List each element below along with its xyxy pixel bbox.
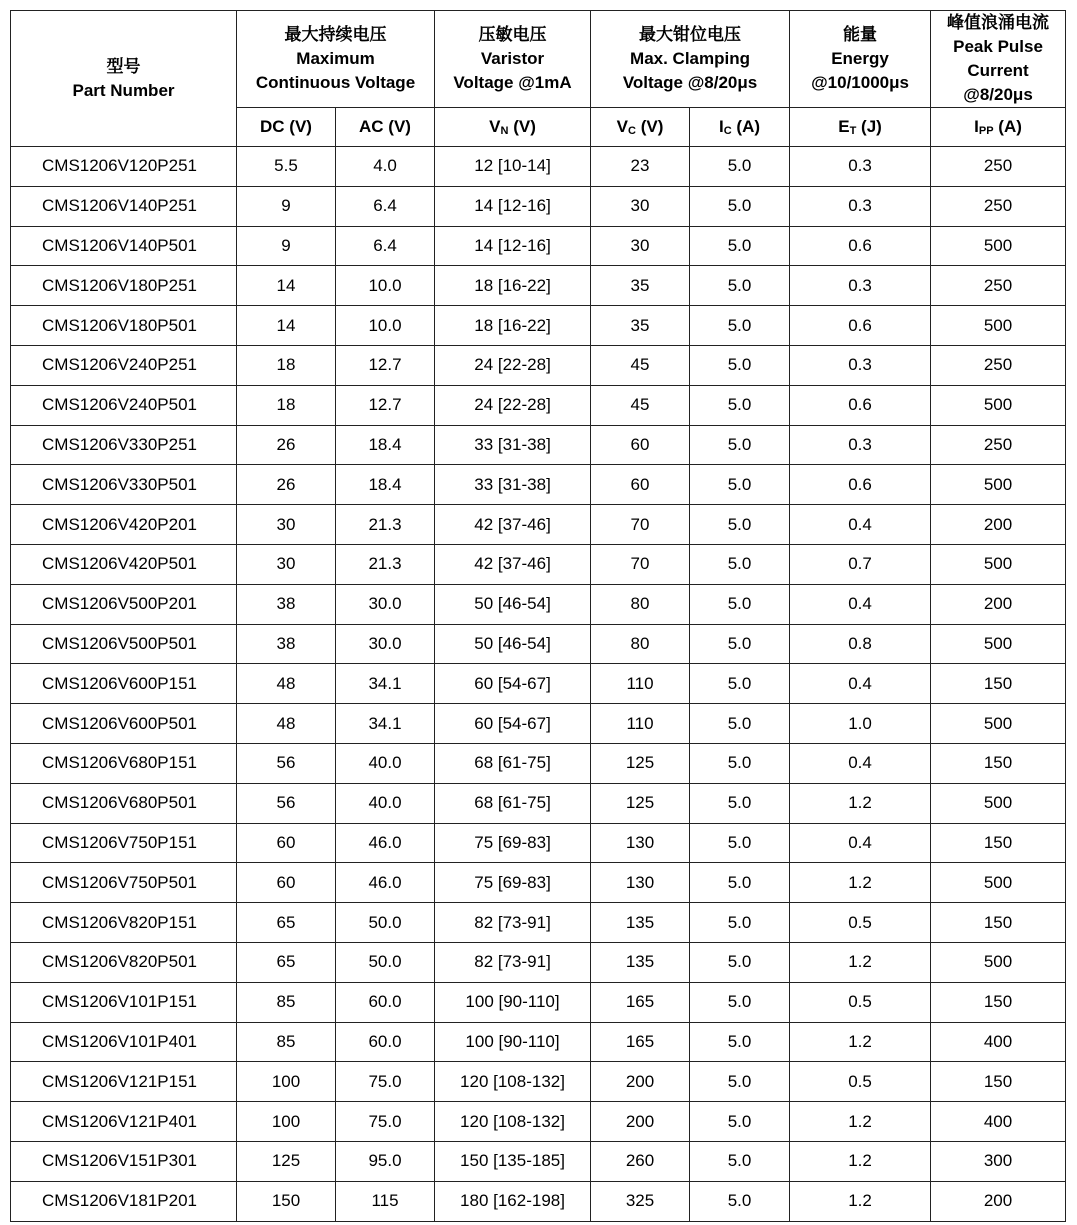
cell-dc-voltage: 26 [237, 425, 336, 465]
cell-energy: 0.4 [790, 584, 931, 624]
cell-part-number: CMS1206V820P151 [11, 903, 237, 943]
cell-clamping-current: 5.0 [690, 624, 790, 664]
cell-clamping-current: 5.0 [690, 465, 790, 505]
cell-energy: 0.6 [790, 306, 931, 346]
cell-clamping-voltage: 80 [591, 624, 690, 664]
cell-ac-voltage: 6.4 [336, 186, 435, 226]
cell-varistor-voltage: 60 [54-67] [435, 664, 591, 704]
cell-part-number: CMS1206V330P251 [11, 425, 237, 465]
cell-clamping-current: 5.0 [690, 544, 790, 584]
cell-clamping-voltage: 200 [591, 1062, 690, 1102]
cell-part-number: CMS1206V820P501 [11, 942, 237, 982]
cell-ac-voltage: 46.0 [336, 823, 435, 863]
table-row [11, 624, 1066, 664]
cell-dc-voltage: 30 [237, 505, 336, 545]
table-row [11, 425, 1066, 465]
cell-energy: 1.2 [790, 1181, 931, 1221]
cell-dc-voltage: 26 [237, 465, 336, 505]
cell-clamping-current: 5.0 [690, 664, 790, 704]
table-row [11, 544, 1066, 584]
subheader-ipp: $I_{PP}$ (A) [931, 108, 1066, 147]
cell-ac-voltage: 4.0 [336, 147, 435, 187]
table-row [11, 584, 1066, 624]
cell-varistor-voltage: 14 [12-16] [435, 186, 591, 226]
cell-dc-voltage: 150 [237, 1181, 336, 1221]
cell-part-number: CMS1206V140P251 [11, 186, 237, 226]
cell-clamping-current: 5.0 [690, 1062, 790, 1102]
cell-energy: 0.4 [790, 743, 931, 783]
cell-clamping-current: 5.0 [690, 1181, 790, 1221]
cell-ac-voltage: 60.0 [336, 982, 435, 1022]
cell-clamping-current: 5.0 [690, 903, 790, 943]
cell-dc-voltage: 30 [237, 544, 336, 584]
cell-energy: 1.0 [790, 704, 931, 744]
cell-energy: 1.2 [790, 1022, 931, 1062]
cell-ac-voltage: 21.3 [336, 544, 435, 584]
cell-peak-current: 500 [931, 704, 1066, 744]
cell-clamping-voltage: 110 [591, 704, 690, 744]
subheader-ac: AC (V) [336, 108, 435, 147]
cell-peak-current: 500 [931, 385, 1066, 425]
cell-varistor-voltage: 12 [10-14] [435, 147, 591, 187]
varistor-spec-table [10, 10, 1066, 1222]
cell-ac-voltage: 50.0 [336, 903, 435, 943]
cell-peak-current: 500 [931, 783, 1066, 823]
cell-varistor-voltage: 120 [108-132] [435, 1102, 591, 1142]
cell-ac-voltage: 10.0 [336, 266, 435, 306]
cell-ac-voltage: 18.4 [336, 465, 435, 505]
cell-peak-current: 200 [931, 1181, 1066, 1221]
table-row [11, 465, 1066, 505]
cell-clamping-voltage: 135 [591, 942, 690, 982]
cell-part-number: CMS1206V500P501 [11, 624, 237, 664]
subheader-dc: DC (V) [237, 108, 336, 147]
cell-ac-voltage: 34.1 [336, 664, 435, 704]
cell-varistor-voltage: 82 [73-91] [435, 903, 591, 943]
cell-part-number: CMS1206V750P151 [11, 823, 237, 863]
cell-peak-current: 500 [931, 306, 1066, 346]
cell-clamping-current: 5.0 [690, 266, 790, 306]
cell-energy: 0.3 [790, 147, 931, 187]
table-row [11, 942, 1066, 982]
cell-varistor-voltage: 33 [31-38] [435, 425, 591, 465]
cell-dc-voltage: 100 [237, 1102, 336, 1142]
cell-varistor-voltage: 60 [54-67] [435, 704, 591, 744]
cell-clamping-voltage: 35 [591, 306, 690, 346]
cell-ac-voltage: 40.0 [336, 743, 435, 783]
cell-clamping-current: 5.0 [690, 385, 790, 425]
cell-clamping-voltage: 30 [591, 226, 690, 266]
cell-part-number: CMS1206V140P501 [11, 226, 237, 266]
cell-part-number: CMS1206V600P501 [11, 704, 237, 744]
cell-energy: 0.8 [790, 624, 931, 664]
cell-part-number: CMS1206V121P401 [11, 1102, 237, 1142]
cell-part-number: CMS1206V750P501 [11, 863, 237, 903]
cell-varistor-voltage: 82 [73-91] [435, 942, 591, 982]
cell-dc-voltage: 18 [237, 345, 336, 385]
cell-dc-voltage: 56 [237, 743, 336, 783]
header-part-number: 型号 Part Number [11, 11, 237, 147]
cell-energy: 0.4 [790, 505, 931, 545]
cell-energy: 0.5 [790, 1062, 931, 1102]
cell-part-number: CMS1206V680P501 [11, 783, 237, 823]
cell-dc-voltage: 60 [237, 863, 336, 903]
cell-dc-voltage: 38 [237, 584, 336, 624]
table-row [11, 704, 1066, 744]
cell-part-number: CMS1206V240P501 [11, 385, 237, 425]
cell-clamping-voltage: 45 [591, 345, 690, 385]
cell-part-number: CMS1206V680P151 [11, 743, 237, 783]
cell-clamping-voltage: 23 [591, 147, 690, 187]
cell-peak-current: 300 [931, 1141, 1066, 1181]
table-row [11, 1102, 1066, 1142]
header-max-continuous-voltage: 最大持续电压 Maximum Continuous Voltage [237, 11, 435, 108]
cell-peak-current: 150 [931, 664, 1066, 704]
cell-clamping-current: 5.0 [690, 982, 790, 1022]
cell-part-number: CMS1206V180P251 [11, 266, 237, 306]
cell-ac-voltage: 60.0 [336, 1022, 435, 1062]
cell-varistor-voltage: 120 [108-132] [435, 1062, 591, 1102]
cell-varistor-voltage: 68 [61-75] [435, 783, 591, 823]
cell-dc-voltage: 38 [237, 624, 336, 664]
cell-ac-voltage: 12.7 [336, 385, 435, 425]
cell-part-number: CMS1206V500P201 [11, 584, 237, 624]
cell-energy: 0.3 [790, 186, 931, 226]
subheader-et: $E_T$ (J) [790, 108, 931, 147]
cell-clamping-voltage: 45 [591, 385, 690, 425]
cell-dc-voltage: 125 [237, 1141, 336, 1181]
cell-dc-voltage: 65 [237, 942, 336, 982]
cell-peak-current: 400 [931, 1022, 1066, 1062]
cell-varistor-voltage: 50 [46-54] [435, 624, 591, 664]
cell-energy: 0.3 [790, 345, 931, 385]
cell-varistor-voltage: 100 [90-110] [435, 1022, 591, 1062]
cell-dc-voltage: 56 [237, 783, 336, 823]
cell-varistor-voltage: 42 [37-46] [435, 505, 591, 545]
cell-part-number: CMS1206V121P151 [11, 1062, 237, 1102]
cell-clamping-voltage: 130 [591, 863, 690, 903]
cell-clamping-voltage: 70 [591, 505, 690, 545]
cell-peak-current: 500 [931, 465, 1066, 505]
cell-clamping-voltage: 80 [591, 584, 690, 624]
cell-clamping-current: 5.0 [690, 863, 790, 903]
cell-varistor-voltage: 75 [69-83] [435, 823, 591, 863]
cell-ac-voltage: 30.0 [336, 584, 435, 624]
cell-clamping-voltage: 130 [591, 823, 690, 863]
cell-varistor-voltage: 150 [135-185] [435, 1141, 591, 1181]
cell-dc-voltage: 48 [237, 664, 336, 704]
cell-clamping-voltage: 125 [591, 783, 690, 823]
cell-ac-voltage: 75.0 [336, 1102, 435, 1142]
cell-clamping-voltage: 135 [591, 903, 690, 943]
cell-part-number: CMS1206V151P301 [11, 1141, 237, 1181]
cell-ac-voltage: 46.0 [336, 863, 435, 903]
cell-energy: 1.2 [790, 863, 931, 903]
header-max-clamping-voltage: 最大钳位电压 Max. Clamping Voltage @8/20μs [591, 11, 790, 108]
cell-varistor-voltage: 14 [12-16] [435, 226, 591, 266]
cell-varistor-voltage: 18 [16-22] [435, 306, 591, 346]
cell-clamping-current: 5.0 [690, 1141, 790, 1181]
table-row [11, 664, 1066, 704]
cell-part-number: CMS1206V420P501 [11, 544, 237, 584]
table-row [11, 505, 1066, 545]
cell-part-number: CMS1206V330P501 [11, 465, 237, 505]
cell-peak-current: 150 [931, 743, 1066, 783]
cell-dc-voltage: 14 [237, 266, 336, 306]
cell-energy: 1.2 [790, 1102, 931, 1142]
cell-peak-current: 150 [931, 1062, 1066, 1102]
cell-energy: 1.2 [790, 783, 931, 823]
cell-peak-current: 400 [931, 1102, 1066, 1142]
cell-peak-current: 250 [931, 425, 1066, 465]
cell-ac-voltage: 18.4 [336, 425, 435, 465]
cell-clamping-current: 5.0 [690, 186, 790, 226]
cell-dc-voltage: 85 [237, 982, 336, 1022]
cell-part-number: CMS1206V181P201 [11, 1181, 237, 1221]
cell-energy: 0.6 [790, 385, 931, 425]
table-row [11, 1062, 1066, 1102]
cell-clamping-voltage: 200 [591, 1102, 690, 1142]
cell-peak-current: 500 [931, 624, 1066, 664]
cell-dc-voltage: 60 [237, 823, 336, 863]
subheader-ic: $I_C$ (A) [690, 108, 790, 147]
cell-ac-voltage: 21.3 [336, 505, 435, 545]
cell-peak-current: 200 [931, 584, 1066, 624]
cell-ac-voltage: 75.0 [336, 1062, 435, 1102]
cell-dc-voltage: 48 [237, 704, 336, 744]
cell-clamping-voltage: 125 [591, 743, 690, 783]
cell-clamping-current: 5.0 [690, 584, 790, 624]
cell-part-number: CMS1206V101P401 [11, 1022, 237, 1062]
cell-peak-current: 250 [931, 147, 1066, 187]
cell-clamping-current: 5.0 [690, 505, 790, 545]
cell-peak-current: 500 [931, 863, 1066, 903]
cell-varistor-voltage: 33 [31-38] [435, 465, 591, 505]
cell-ac-voltage: 115 [336, 1181, 435, 1221]
cell-clamping-voltage: 260 [591, 1141, 690, 1181]
cell-peak-current: 150 [931, 903, 1066, 943]
cell-clamping-current: 5.0 [690, 942, 790, 982]
cell-clamping-current: 5.0 [690, 823, 790, 863]
table-row [11, 982, 1066, 1022]
cell-peak-current: 500 [931, 942, 1066, 982]
table-row [11, 1141, 1066, 1181]
cell-ac-voltage: 10.0 [336, 306, 435, 346]
cell-ac-voltage: 12.7 [336, 345, 435, 385]
cell-varistor-voltage: 50 [46-54] [435, 584, 591, 624]
cell-peak-current: 500 [931, 226, 1066, 266]
cell-clamping-voltage: 165 [591, 1022, 690, 1062]
cell-part-number: CMS1206V240P251 [11, 345, 237, 385]
cell-ac-voltage: 95.0 [336, 1141, 435, 1181]
cell-energy: 0.5 [790, 903, 931, 943]
cell-energy: 1.2 [790, 942, 931, 982]
table-row [11, 385, 1066, 425]
table-row [11, 863, 1066, 903]
cell-peak-current: 250 [931, 266, 1066, 306]
cell-clamping-current: 5.0 [690, 226, 790, 266]
cell-part-number: CMS1206V101P151 [11, 982, 237, 1022]
cell-energy: 0.6 [790, 465, 931, 505]
cell-peak-current: 150 [931, 982, 1066, 1022]
subheader-vn: $V_N$ (V) [435, 108, 591, 147]
table-row [11, 147, 1066, 187]
cell-peak-current: 150 [931, 823, 1066, 863]
cell-peak-current: 250 [931, 186, 1066, 226]
table-body [11, 147, 1066, 1222]
cell-clamping-voltage: 110 [591, 664, 690, 704]
table-row [11, 266, 1066, 306]
cell-part-number: CMS1206V600P151 [11, 664, 237, 704]
cell-peak-current: 200 [931, 505, 1066, 545]
cell-part-number: CMS1206V420P201 [11, 505, 237, 545]
cell-energy: 0.4 [790, 823, 931, 863]
cell-varistor-voltage: 18 [16-22] [435, 266, 591, 306]
cell-dc-voltage: 100 [237, 1062, 336, 1102]
cell-clamping-voltage: 165 [591, 982, 690, 1022]
cell-clamping-current: 5.0 [690, 147, 790, 187]
cell-dc-voltage: 9 [237, 186, 336, 226]
header-energy: 能量 Energy @10/1000μs [790, 11, 931, 108]
cell-clamping-current: 5.0 [690, 743, 790, 783]
cell-peak-current: 250 [931, 345, 1066, 385]
cell-clamping-voltage: 60 [591, 465, 690, 505]
table-row [11, 186, 1066, 226]
cell-ac-voltage: 30.0 [336, 624, 435, 664]
header-peak-pulse-current: 峰值浪涌电流 Peak Pulse Current @8/20μs [931, 11, 1066, 108]
cell-varistor-voltage: 24 [22-28] [435, 385, 591, 425]
cell-ac-voltage: 6.4 [336, 226, 435, 266]
cell-dc-voltage: 65 [237, 903, 336, 943]
cell-varistor-voltage: 24 [22-28] [435, 345, 591, 385]
table-row [11, 1022, 1066, 1062]
cell-clamping-current: 5.0 [690, 704, 790, 744]
cell-energy: 0.3 [790, 425, 931, 465]
cell-energy: 0.5 [790, 982, 931, 1022]
cell-part-number: CMS1206V120P251 [11, 147, 237, 187]
cell-peak-current: 500 [931, 544, 1066, 584]
cell-varistor-voltage: 42 [37-46] [435, 544, 591, 584]
subheader-vc: $V_C$ (V) [591, 108, 690, 147]
table-row [11, 1181, 1066, 1221]
cell-dc-voltage: 85 [237, 1022, 336, 1062]
cell-clamping-voltage: 35 [591, 266, 690, 306]
cell-varistor-voltage: 180 [162-198] [435, 1181, 591, 1221]
table-row [11, 306, 1066, 346]
cell-energy: 0.4 [790, 664, 931, 704]
cell-clamping-voltage: 60 [591, 425, 690, 465]
table-row [11, 783, 1066, 823]
cell-dc-voltage: 9 [237, 226, 336, 266]
cell-varistor-voltage: 68 [61-75] [435, 743, 591, 783]
cell-clamping-voltage: 70 [591, 544, 690, 584]
cell-part-number: CMS1206V180P501 [11, 306, 237, 346]
cell-clamping-voltage: 325 [591, 1181, 690, 1221]
header-varistor-voltage: 压敏电压 Varistor Voltage @1mA [435, 11, 591, 108]
cell-clamping-current: 5.0 [690, 306, 790, 346]
table-row [11, 226, 1066, 266]
cell-energy: 0.7 [790, 544, 931, 584]
cell-dc-voltage: 5.5 [237, 147, 336, 187]
cell-clamping-voltage: 30 [591, 186, 690, 226]
cell-energy: 0.6 [790, 226, 931, 266]
cell-dc-voltage: 18 [237, 385, 336, 425]
header-row-main [11, 11, 1066, 108]
cell-energy: 0.3 [790, 266, 931, 306]
cell-clamping-current: 5.0 [690, 783, 790, 823]
cell-energy: 1.2 [790, 1141, 931, 1181]
cell-clamping-current: 5.0 [690, 1102, 790, 1142]
cell-clamping-current: 5.0 [690, 425, 790, 465]
table-row [11, 345, 1066, 385]
cell-clamping-current: 5.0 [690, 345, 790, 385]
cell-varistor-voltage: 100 [90-110] [435, 982, 591, 1022]
cell-ac-voltage: 40.0 [336, 783, 435, 823]
cell-dc-voltage: 14 [237, 306, 336, 346]
cell-ac-voltage: 50.0 [336, 942, 435, 982]
table-row [11, 823, 1066, 863]
table-row [11, 743, 1066, 783]
cell-clamping-current: 5.0 [690, 1022, 790, 1062]
table-row [11, 903, 1066, 943]
cell-ac-voltage: 34.1 [336, 704, 435, 744]
cell-varistor-voltage: 75 [69-83] [435, 863, 591, 903]
